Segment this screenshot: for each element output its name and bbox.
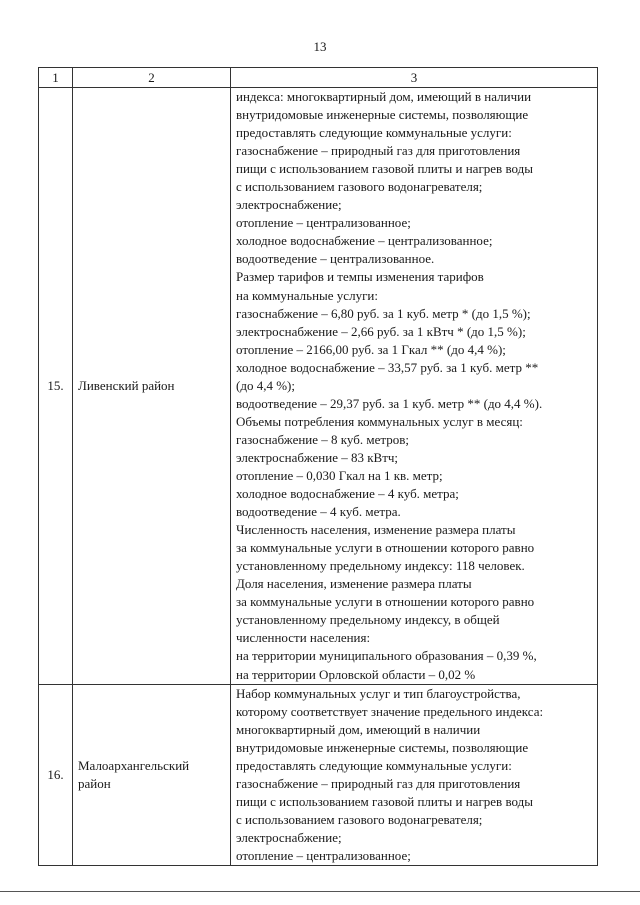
description-line: водоотведение – 29,37 руб. за 1 куб. метр ** (до 4,4 %). xyxy=(236,395,543,411)
district-name: Ливенский район xyxy=(73,88,231,685)
description-line: с использованием газового водонагревателя; xyxy=(236,179,483,195)
description-line: предоставлять следующие коммунальные услуги: xyxy=(236,125,512,141)
row-number: 16. xyxy=(39,684,73,865)
row-description xyxy=(231,88,598,685)
description-line: электроснабжение – 83 кВтч; xyxy=(236,449,399,465)
description-line: внутридомовые инженерные системы, позволяющие xyxy=(236,739,529,755)
description-line: (до 4,4 %); xyxy=(236,377,295,393)
description-line: на территории муниципального образования – 0,39 %, xyxy=(236,648,537,664)
description-line: водоотведение – централизованное. xyxy=(236,251,435,267)
description-line: внутридомовые инженерные системы, позволяющие xyxy=(236,107,529,123)
table-header-row xyxy=(39,68,598,88)
district-name-line: Малоархангельский xyxy=(78,757,190,773)
description-line: газоснабжение – 6,80 руб. за 1 куб. метр * (до 1,5 %); xyxy=(236,305,531,321)
description-line: предоставлять следующие коммунальные услуги: xyxy=(236,757,512,773)
description-lines xyxy=(236,88,593,684)
description-line: газоснабжение – природный газ для приготовления xyxy=(236,143,521,159)
description-line: на территории Орловской области – 0,02 % xyxy=(236,666,476,682)
description-line: с использованием газового водонагревателя; xyxy=(236,811,483,827)
description-line: Объемы потребления коммунальных услуг в месяц: xyxy=(236,413,523,429)
description-line: которому соответствует значение предельного индекса: xyxy=(236,703,544,719)
description-line: за коммунальные услуги в отношении которого равно xyxy=(236,540,535,556)
description-line: холодное водоснабжение – 4 куб. метра; xyxy=(236,486,459,502)
description-line: электроснабжение – 2,66 руб. за 1 кВтч * (до 1,5 %); xyxy=(236,323,526,339)
description-line: многоквартирный дом, имеющий в наличии xyxy=(236,721,481,737)
description-line: электроснабжение; xyxy=(236,829,342,845)
description-line: отопление – централизованное; xyxy=(236,847,411,863)
header-col-1: 1 xyxy=(39,68,73,88)
description-line: Численность населения, изменение размера платы xyxy=(236,522,516,538)
table-row xyxy=(39,88,598,685)
header-col-3: 3 xyxy=(231,68,598,88)
description-line: отопление – 0,030 Гкал на 1 кв. метр; xyxy=(236,467,443,483)
description-line: холодное водоснабжение – 33,57 руб. за 1 куб. метр ** xyxy=(236,359,539,375)
description-line: на коммунальные услуги: xyxy=(236,287,378,303)
description-line: численности населения: xyxy=(236,630,371,646)
header-col-2: 2 xyxy=(73,68,231,88)
description-line: установленному предельному индексу, в общей xyxy=(236,612,500,628)
district-name xyxy=(73,684,231,865)
description-line: Размер тарифов и темпы изменения тарифов xyxy=(236,269,484,285)
description-line: холодное водоснабжение – централизованное; xyxy=(236,233,493,249)
description-lines xyxy=(236,685,593,865)
description-line: за коммунальные услуги в отношении которого равно xyxy=(236,594,535,610)
description-line: пищи с использованием газовой плиты и нагрев воды xyxy=(236,793,533,809)
row-number: 15. xyxy=(39,88,73,685)
description-line: водоотведение – 4 куб. метра. xyxy=(236,504,401,520)
document-table xyxy=(38,67,598,866)
description-line: электроснабжение; xyxy=(236,197,342,213)
description-line: отопление – централизованное; xyxy=(236,215,411,231)
description-line: установленному предельному индексу: 118 человек. xyxy=(236,558,525,574)
table-row xyxy=(39,684,598,865)
row-description xyxy=(231,684,598,865)
description-line: газоснабжение – природный газ для приготовления xyxy=(236,775,521,791)
description-line: газоснабжение – 8 куб. метров; xyxy=(236,431,409,447)
description-line: Доля населения, изменение размера платы xyxy=(236,576,472,592)
footer-rule xyxy=(0,891,640,892)
description-line: Набор коммунальных услуг и тип благоустройства, xyxy=(236,685,521,701)
description-line: пищи с использованием газовой плиты и нагрев воды xyxy=(236,161,533,177)
description-line: отопление – 2166,00 руб. за 1 Гкал ** (до 4,4 %); xyxy=(236,341,506,357)
district-name-line: район xyxy=(78,775,111,791)
description-line: индекса: многоквартирный дом, имеющий в наличии xyxy=(236,89,532,104)
page-number: 13 xyxy=(313,39,327,54)
